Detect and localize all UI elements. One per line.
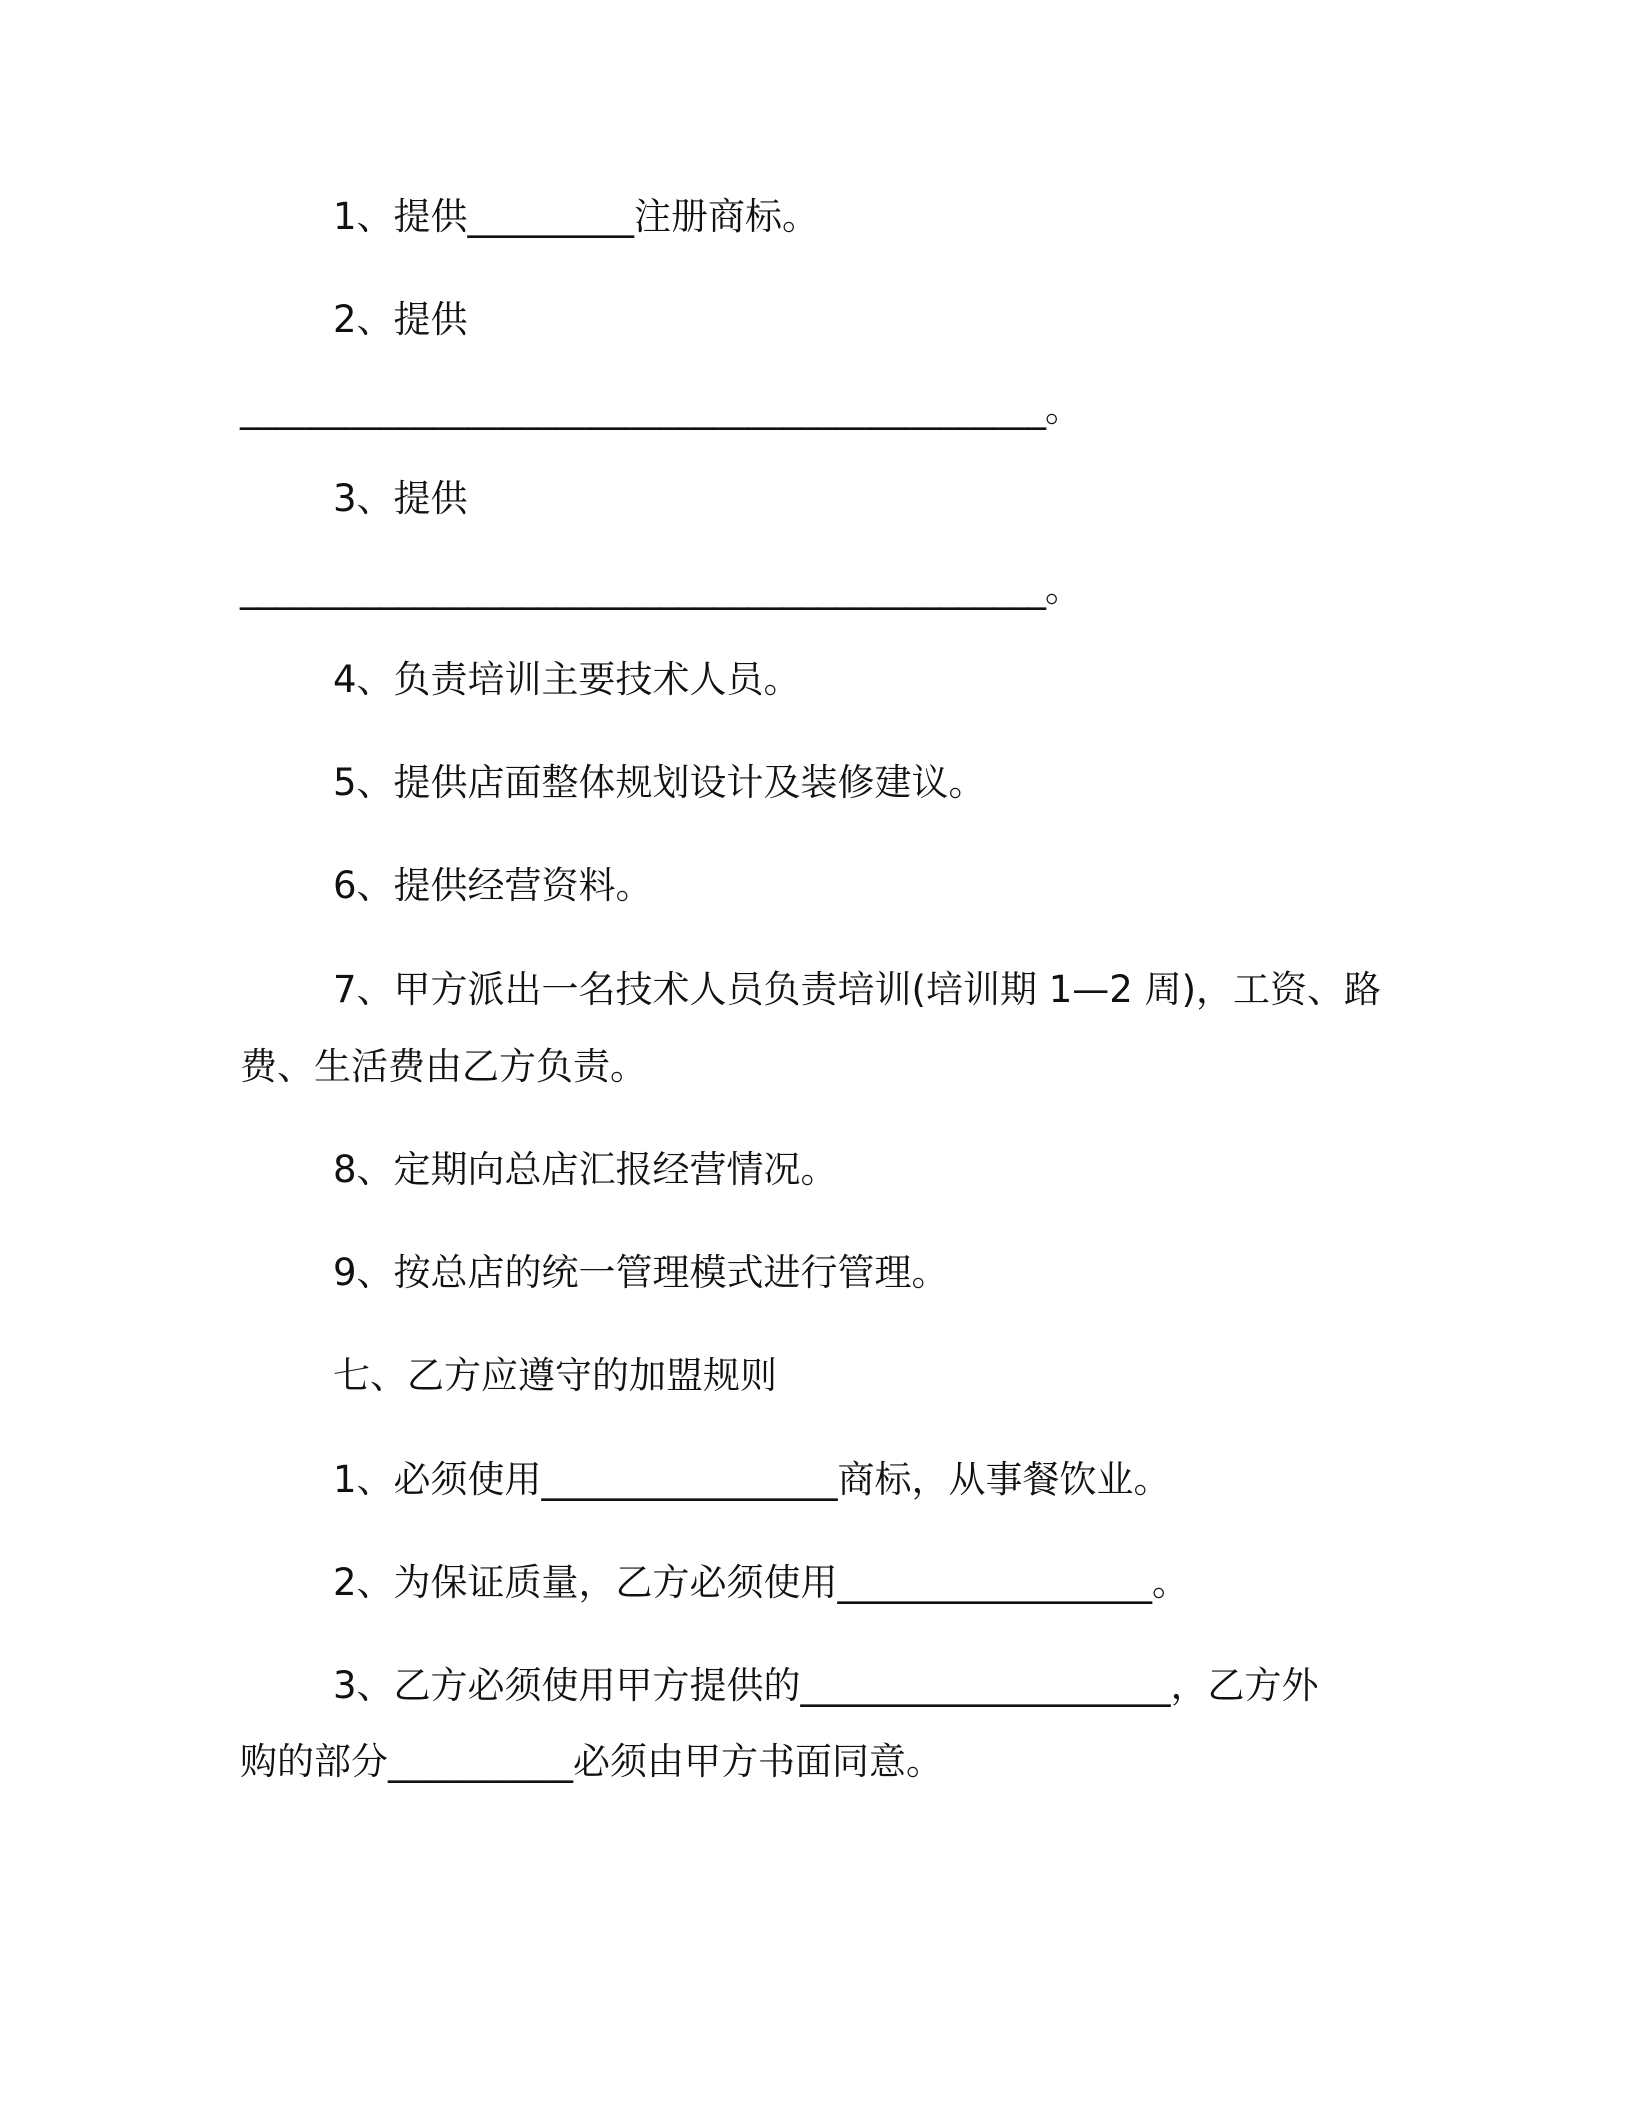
section-7-heading: 七、乙方应遵守的加盟规则 [333, 1354, 777, 1397]
clause-1-provide-trademark: 1、提供_________注册商标。 [333, 195, 820, 238]
clause-2-provide: 2、提供 [333, 298, 468, 341]
clause-6-business-materials: 6、提供经营资料。 [333, 864, 653, 907]
clause-4-training: 4、负责培训主要技术人员。 [333, 658, 801, 701]
rule-2-quality: 2、为保证质量，乙方必须使用_________________。 [333, 1561, 1190, 1604]
rule-1-trademark-use: 1、必须使用________________商标，从事餐饮业。 [333, 1458, 1171, 1501]
clause-3-blank-line: ______________________________________________。 [240, 567, 1081, 610]
rule-3-line-1: 3、乙方必须使用甲方提供的____________________，乙方外 [333, 1664, 1319, 1707]
clause-7-line-2: 费、生活费由乙方负责。 [240, 1045, 647, 1088]
clause-9-management: 9、按总店的统一管理模式进行管理。 [333, 1251, 949, 1294]
clause-5-store-design: 5、提供店面整体规划设计及装修建议。 [333, 761, 986, 804]
clause-2-blank-line: ______________________________________________。 [240, 387, 1081, 430]
clause-3-provide: 3、提供 [333, 477, 468, 520]
rule-3-line-2: 购的部分__________必须由甲方书面同意。 [240, 1740, 943, 1783]
clause-7-line-1: 7、甲方派出一名技术人员负责培训(培训期 1—2 周)，工资、路 [333, 968, 1382, 1011]
clause-8-report: 8、定期向总店汇报经营情况。 [333, 1148, 838, 1191]
